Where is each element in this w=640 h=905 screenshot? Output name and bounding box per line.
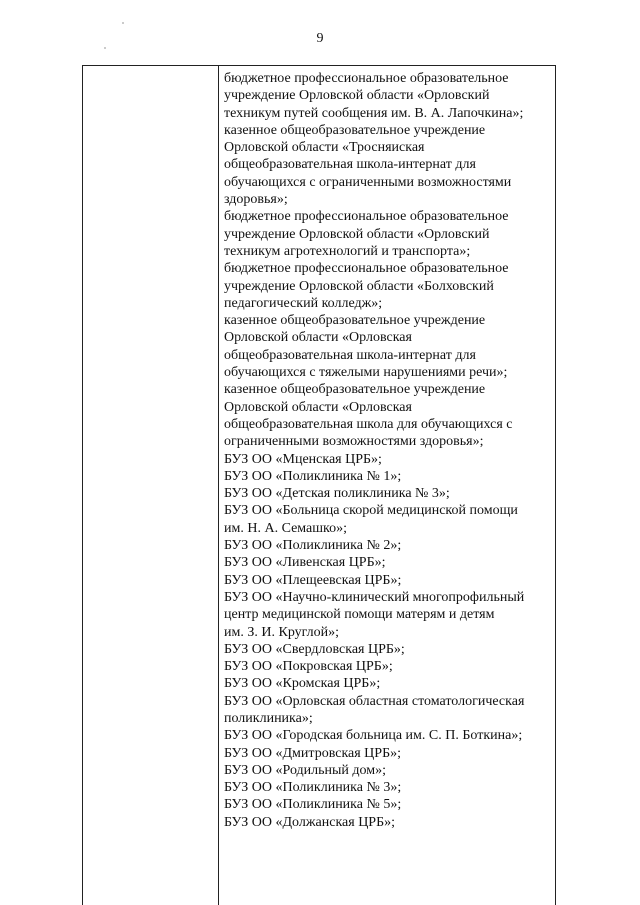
text-line: обучающихся с ограниченными возможностями bbox=[224, 174, 512, 190]
text-line: общеобразовательная школа для обучающихся с bbox=[224, 416, 513, 432]
table-left-column bbox=[83, 66, 219, 905]
text-line: им. З. И. Круглой»; bbox=[224, 624, 340, 640]
text-line: Орловской области «Орловская bbox=[224, 399, 412, 415]
text-line: Орловской области «Тросняиская bbox=[224, 140, 425, 156]
text-line: БУЗ ОО «Кромская ЦРБ»; bbox=[224, 676, 381, 692]
text-line: БУЗ ОО «Орловская областная стоматологическая bbox=[224, 693, 525, 709]
text-line: учреждение Орловской области «Орловский bbox=[224, 88, 490, 104]
text-line: обучающихся с тяжелыми нарушениями речи»; bbox=[224, 365, 508, 381]
text-line: БУЗ ОО «Покровская ЦРБ»; bbox=[224, 659, 393, 675]
text-line: центр медицинской помощи матерям и детям bbox=[224, 607, 495, 623]
text-line: ограниченными возможностями здоровья»; bbox=[224, 434, 484, 450]
text-line: БУЗ ОО «Должанская ЦРБ»; bbox=[224, 814, 396, 830]
text-line: техникум агротехнологий и транспорта»; bbox=[224, 243, 471, 259]
text-line: бюджетное профессиональное образовательное bbox=[224, 209, 509, 225]
text-line: БУЗ ОО «Поликлиника № 2»; bbox=[224, 538, 402, 554]
text-line: казенное общеобразовательное учреждение bbox=[224, 122, 486, 138]
document-table bbox=[82, 65, 556, 905]
page-number: 9 bbox=[316, 31, 324, 46]
text-line: БУЗ ОО «Дмитровская ЦРБ»; bbox=[224, 745, 402, 761]
text-line: поликлиника»; bbox=[224, 710, 313, 726]
text-line: Орловской области «Орловская bbox=[224, 330, 412, 346]
text-line: педагогический колледж»; bbox=[224, 295, 383, 311]
text-line: бюджетное профессиональное образовательное bbox=[224, 261, 509, 277]
text-line: БУЗ ОО «Поликлиника № 5»; bbox=[224, 797, 402, 813]
table-right-column bbox=[224, 70, 554, 831]
text-line: техникум путей сообщения им. В. А. Лапочкина»; bbox=[224, 105, 524, 121]
scan-speck bbox=[104, 47, 106, 49]
text-line: БУЗ ОО «Больница скорой медицинской помощи bbox=[224, 503, 518, 519]
text-line: казенное общеобразовательное учреждение bbox=[224, 382, 486, 398]
text-line: им. Н. А. Семашко»; bbox=[224, 520, 348, 536]
text-line: БУЗ ОО «Ливенская ЦРБ»; bbox=[224, 555, 386, 571]
text-line: общеобразовательная школа-интернат для bbox=[224, 157, 476, 173]
text-line: БУЗ ОО «Родильный дом»; bbox=[224, 762, 387, 778]
text-line: БУЗ ОО «Городская больница им. С. П. Боткина»; bbox=[224, 728, 523, 744]
text-line: бюджетное профессиональное образовательное bbox=[224, 71, 509, 86]
text-line: БУЗ ОО «Детская поликлиника № 3»; bbox=[224, 486, 450, 502]
text-line: БУЗ ОО «Плещеевская ЦРБ»; bbox=[224, 572, 402, 588]
text-line: БУЗ ОО «Поликлиника № 1»; bbox=[224, 468, 402, 484]
text-line: общеобразовательная школа-интернат для bbox=[224, 347, 476, 363]
text-line: БУЗ ОО «Научно-клинический многопрофильный bbox=[224, 589, 525, 605]
text-line: учреждение Орловской области «Болховский bbox=[224, 278, 494, 294]
text-line: БУЗ ОО «Свердловская ЦРБ»; bbox=[224, 641, 405, 657]
text-line: казенное общеобразовательное учреждение bbox=[224, 313, 486, 329]
text-line: здоровья»; bbox=[224, 192, 288, 208]
scan-speck bbox=[122, 22, 124, 24]
text-line: БУЗ ОО «Мценская ЦРБ»; bbox=[224, 451, 382, 467]
text-line: БУЗ ОО «Поликлиника № 3»; bbox=[224, 780, 402, 796]
text-line: учреждение Орловской области «Орловский bbox=[224, 226, 490, 242]
